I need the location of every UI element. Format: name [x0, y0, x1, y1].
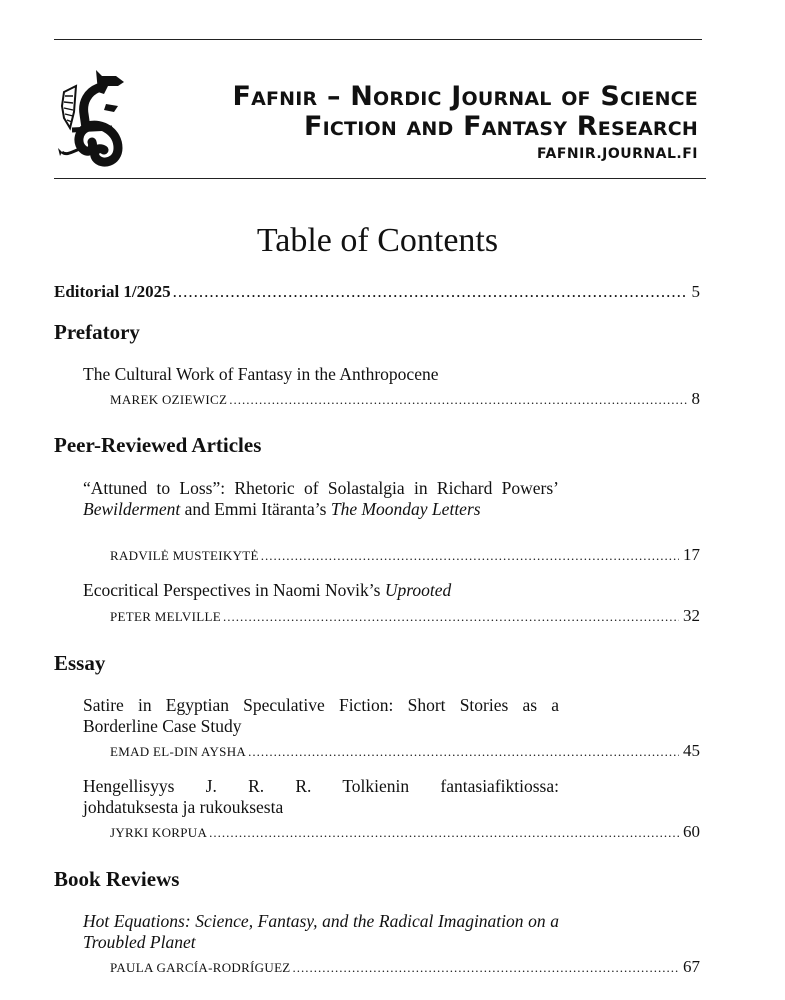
title-text: and Emmi Itäranta’s [180, 499, 331, 519]
page-number: 5 [691, 282, 700, 301]
journal-url[interactable]: FAFNIR.JOURNAL.FI [537, 146, 698, 162]
toc-entry-author-line [110, 741, 700, 761]
toc-entry-title[interactable]: Satire in Egyptian Speculative Fiction: Short Stories as a Borderline Case Study [83, 695, 559, 736]
author-name: MAREK OZIEWICZ [110, 392, 228, 407]
toc-entry-title[interactable] [83, 478, 559, 520]
page-number: 32 [683, 606, 700, 625]
toc-entry-editorial[interactable] [54, 282, 700, 302]
toc-entry-author-line [110, 957, 700, 977]
dot-leader [261, 548, 679, 564]
title-text: “Attuned to Loss”: Rhetoric of Solastalgia in Richard Powers’ [83, 478, 559, 498]
toc-entry-author-line [110, 545, 700, 565]
dot-leader [229, 392, 687, 408]
dot-leader [173, 282, 688, 302]
author-name: EMAD EL-DIN AYSHA [110, 744, 247, 759]
title-italic: The Moonday Letters [330, 499, 481, 519]
toc-entry-author-line [110, 389, 700, 409]
journal-title-line2: Fiction and Fantasy Research [303, 111, 698, 142]
title-line: Hengellisyys J. R. R. Tolkienin fantasiafiktiossa: [83, 776, 559, 796]
dot-leader [223, 609, 679, 625]
header-top-rule [54, 39, 702, 40]
author-name: JYRKI KORPUA [110, 825, 208, 840]
toc-entry-title[interactable] [83, 911, 559, 953]
fafnir-dragon-logo-icon [58, 66, 132, 170]
toc-heading: Table of Contents [256, 222, 499, 259]
title-italic: Bewilderment [83, 499, 181, 519]
author-name: PETER MELVILLE [110, 609, 221, 624]
dot-leader [209, 825, 679, 841]
title-text: Ecocritical Perspectives in Naomi Novik’s [83, 580, 385, 600]
section-heading-prefatory: Prefatory [54, 320, 140, 344]
page-number: 45 [683, 741, 700, 760]
editorial-label: Editorial 1/2025 [54, 282, 171, 301]
author-name: RADVILĖ MUSTEIKYTĖ [110, 548, 259, 563]
journal-title-line1: Fafnir – Nordic Journal of Science [232, 81, 698, 112]
journal-title [232, 82, 698, 142]
title-italic: Hot Equations: Science, Fantasy, and the Radical Imagination on a Troubled Planet [83, 911, 559, 952]
section-heading-peer-reviewed: Peer-Reviewed Articles [54, 433, 262, 457]
page-number: 17 [683, 545, 700, 564]
page-number: 60 [683, 822, 700, 841]
page-number: 67 [683, 957, 700, 976]
section-heading-essay: Essay [54, 651, 106, 675]
toc-entry-title[interactable] [83, 797, 559, 818]
toc-entry-author-line [110, 822, 700, 842]
toc-entry-author-line [110, 606, 700, 626]
toc-entry-title[interactable]: The Cultural Work of Fantasy in the Anthropocene [83, 364, 439, 384]
title-italic: Uprooted [384, 580, 452, 600]
author-name: PAULA GARCÍA-RODRÍGUEZ [110, 960, 291, 975]
page-number: 8 [691, 389, 700, 408]
toc-entry-title[interactable] [83, 580, 559, 601]
dot-leader [293, 960, 679, 976]
title-line: johdatuksesta ja rukouksesta [83, 797, 284, 817]
section-heading-book-reviews: Book Reviews [54, 867, 180, 891]
toc-entry-title[interactable] [83, 776, 559, 797]
header-bottom-rule [54, 178, 706, 179]
dot-leader [248, 744, 679, 760]
